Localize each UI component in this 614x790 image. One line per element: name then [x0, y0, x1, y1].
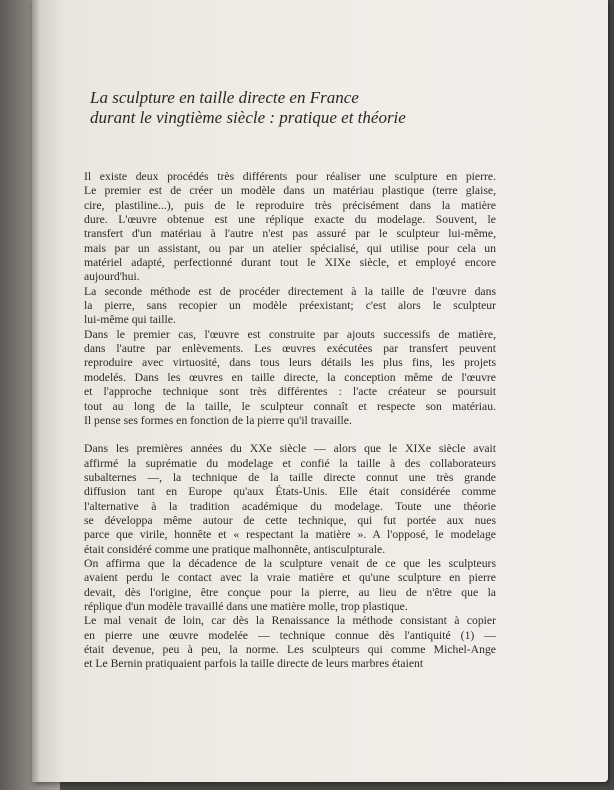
text-line: Le premier est de créer un modèle dans un matériau plastique (terre glaise, [84, 184, 496, 198]
text-line: était considéré comme une pratique malhonnête, antisculpturale. [84, 542, 386, 556]
text-line: se développa même autour de cette technique, qui fut portée aux nues [84, 513, 496, 527]
text-line: et l'approche technique sont très différentes : l'acte créateur se poursuit [84, 385, 496, 399]
text-line: Dans les premières années du XXe siècle — alors que le XIXe siècle avait [84, 442, 496, 456]
text-line: transfert d'un matériau à l'autre n'est pas assuré par le sculpteur lui-même, [84, 227, 496, 241]
text-line: avaient perdu le contact avec la vraie matière et qu'une sculpture en pierre [84, 571, 496, 585]
text-line: diffusion tant en Europe qu'aux États-Unis. Elle était considérée comme [84, 485, 496, 499]
text-line: et Le Bernin pratiquaient parfois la taille directe de leurs marbres étaient [84, 657, 424, 671]
text-line: Dans le premier cas, l'œuvre est construite par ajouts successifs de matière, [84, 327, 496, 341]
text-line: subalternes —, la technique de la taille directe connut une très grande [84, 470, 496, 484]
text-line: La seconde méthode est de procéder directement à la taille de l'œuvre dans [84, 284, 496, 298]
text-line: Le mal venait de loin, car dès la Renaissance la méthode consistant à copier [84, 614, 496, 628]
text-line: matériel adapté, perfectionné durant tout le XIXe siècle, et employé encore [84, 256, 496, 270]
text-line: était devenue, peu à peu, la norme. Les sculpteurs qui comme Michel-Ange [84, 643, 496, 656]
text-line: dure. L'œuvre obtenue est une réplique exacte du modelage. Souvent, le [84, 213, 496, 227]
paragraph [84, 614, 496, 671]
paragraph [84, 557, 496, 614]
text-line: modelés. Dans les œuvres en taille directe, la conception même de l'œuvre [84, 370, 496, 384]
chapter-title-line-1: La sculpture en taille directe en France [90, 88, 359, 107]
text-line: tout au long de la taille, le sculpteur connaît et respecte son matériau. [84, 399, 496, 413]
text-line: devait, dès l'origine, être conçue pour la pierre, au lieu de n'être que la [84, 585, 496, 599]
text-line: Il existe deux procédés très différents pour réaliser une sculpture en pierre. [84, 170, 496, 183]
text-line: réplique d'un modèle travaillé dans une matière molle, trop plastique. [84, 599, 408, 613]
text-line: aujourd'hui. [84, 270, 140, 284]
paragraph [84, 442, 496, 557]
text-line: parce que virile, honnête et « respectant la matière ». A l'opposé, le modelage [84, 528, 496, 542]
chapter-title-line-2: durant le vingtième siècle : pratique et théorie [90, 108, 406, 127]
text-line: On affirma que la décadence de la sculpture venait de ce que les sculpteurs [84, 556, 496, 570]
body-text [84, 170, 496, 672]
text-line: l'alternative à la tradition académique du modelage. Toute une théorie [84, 499, 496, 513]
text-line: lui-même qui taille. [84, 313, 176, 327]
text-line: cire, plastiline...), puis de le reproduire très précisément dans la matière [84, 198, 496, 212]
paragraph [84, 170, 496, 285]
chapter-title [90, 88, 530, 128]
text-line: mais par un assistant, ou par un atelier spécialisé, qui utilise pour cela un [84, 241, 496, 255]
paragraph [84, 328, 496, 428]
text-line: Il pense ses formes en fonction de la pierre qu'il travaille. [84, 413, 352, 427]
text-line: dans l'autre par enlèvements. Les œuvres exécutées par transfert peuvent [84, 342, 496, 356]
text-line: affirmé la suprématie du modelage et confié la taille à des collaborateurs [84, 456, 496, 470]
paragraph [84, 285, 496, 328]
page-gutter-shadow [32, 0, 40, 782]
text-line: la pierre, sans recopier un modèle préexistant; c'est alors le sculpteur [84, 299, 496, 313]
text-line: reproduire avec virtuosité, dans tous leurs détails les plus fins, les projets [84, 356, 496, 370]
text-line: en pierre une œuvre modelée — technique connue dès l'antiquité (1) — [84, 628, 496, 642]
